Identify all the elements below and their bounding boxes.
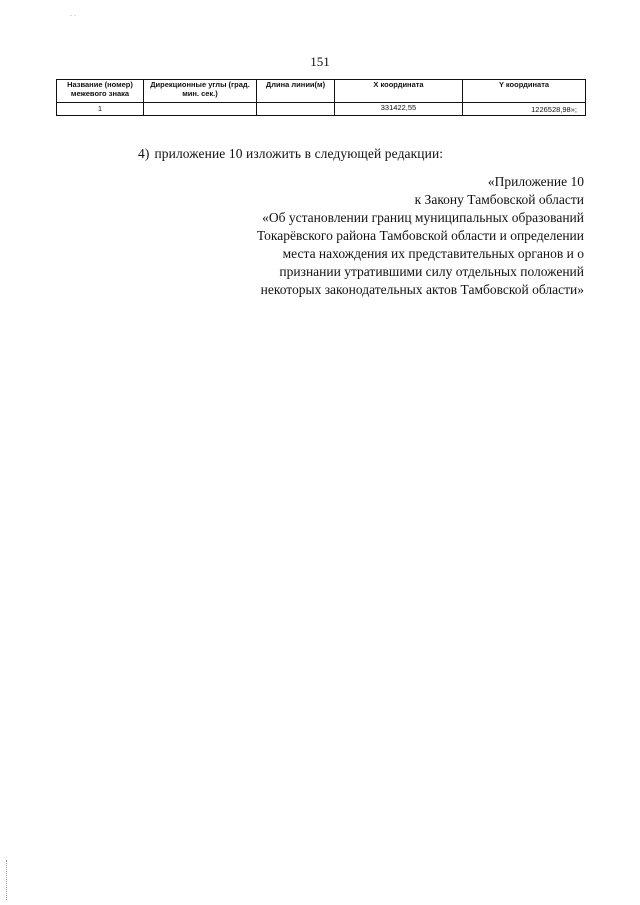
cell-direction-angle: [144, 103, 257, 116]
header-y-coordinate: Y координата: [463, 80, 586, 103]
boundary-coordinates-table: [56, 79, 586, 116]
header-boundary-mark-name: Название (номер) межевого знака: [57, 80, 144, 103]
annex-header-line: признании утратившими силу отдельных положений: [279, 264, 584, 279]
amendment-item: [138, 146, 443, 162]
cell-x-coordinate: 331422,55: [335, 103, 463, 116]
amendment-item-number: 4): [138, 146, 150, 161]
annex-header-line: места нахождения их представительных органов и о: [282, 246, 584, 261]
header-line-length: Длина линии(м): [257, 80, 335, 103]
annex-header-line: «Об установлении границ муниципальных образований: [262, 210, 584, 225]
cell-line-length: [257, 103, 335, 116]
annex-header-line: к Закону Тамбовской области: [414, 192, 584, 207]
annex-header-line: некоторых законодательных актов Тамбовской области»: [260, 282, 584, 297]
table-header-row: [57, 80, 586, 103]
header-x-coordinate: Х координата: [335, 80, 463, 103]
amendment-item-text: приложение 10 изложить в следующей редакции:: [154, 146, 444, 161]
page-number: 151: [310, 54, 330, 69]
cell-y-coordinate: 1226528,98»;: [463, 103, 586, 116]
cell-mark-name: 1: [57, 103, 144, 116]
annex-header: [164, 173, 584, 299]
table-row: [57, 103, 586, 116]
scan-mark: - -: [70, 12, 77, 19]
scan-edge-artifact: [6, 860, 9, 900]
header-direction-angles: Дирекционные углы (град. мин. сек.): [144, 80, 257, 103]
annex-header-line: Токарёвского района Тамбовской области и определении: [256, 228, 584, 243]
annex-header-line: «Приложение 10: [487, 174, 584, 189]
